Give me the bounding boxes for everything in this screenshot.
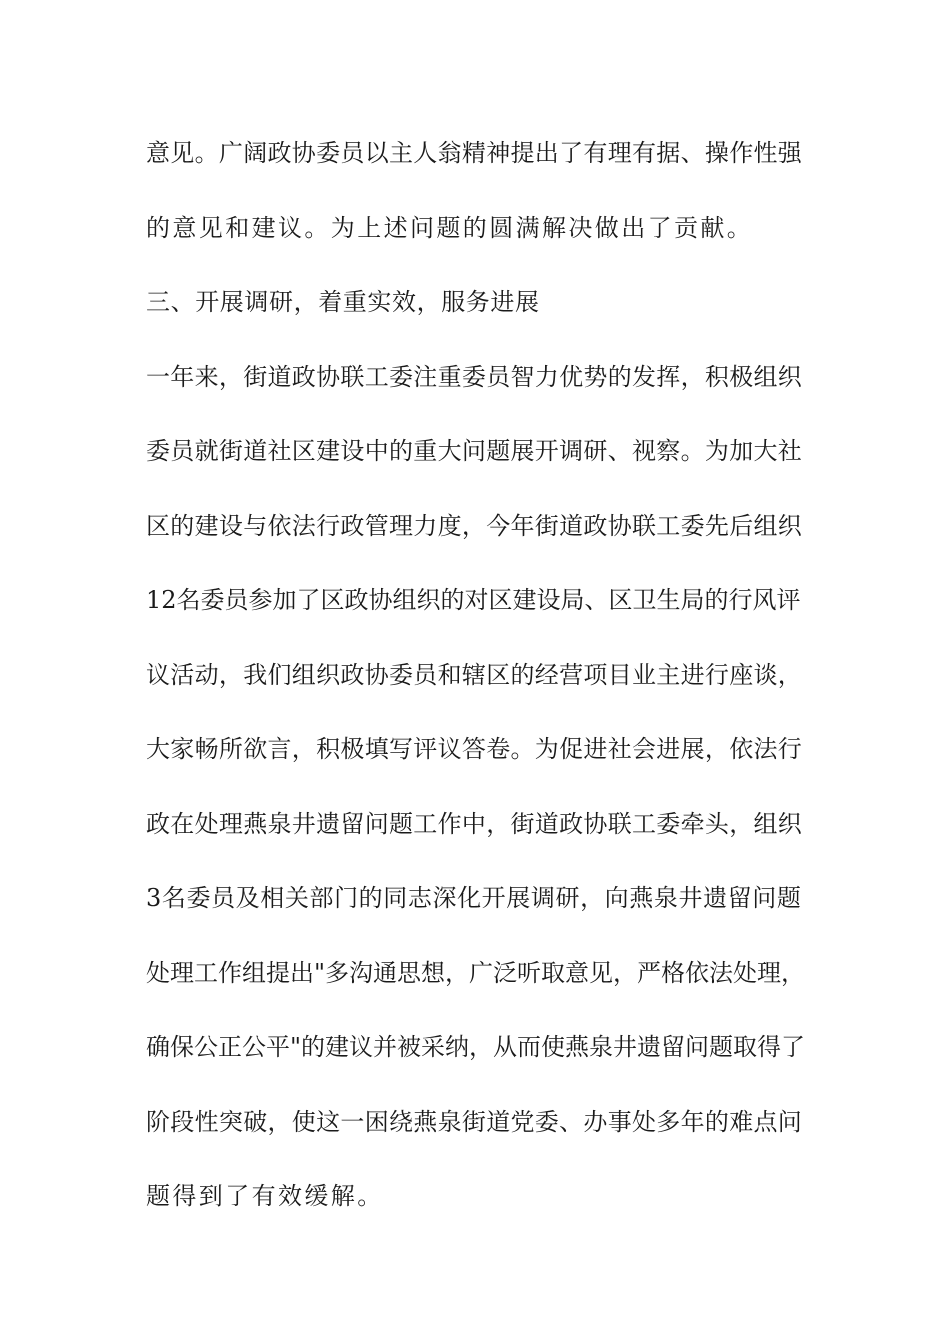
text-line: 一年来，街道政协联工委注重委员智力优势的发挥，积极组织 bbox=[146, 362, 803, 391]
text-line: 题得到了有效缓解。 bbox=[146, 1182, 384, 1210]
text-line: 区的建设与依法行政管理力度，今年街道政协联工委先后组织 bbox=[146, 511, 803, 540]
text-line: 政在处理燕泉井遗留问题工作中，街道政协联工委牵头，组织 bbox=[146, 809, 803, 838]
text-line: 3名委员及相关部门的同志深化开展调研，向燕泉井遗留问题 bbox=[146, 884, 802, 912]
text-line: 处理工作组提出"多沟通思想，广泛听取意见，严格依法处理， bbox=[146, 958, 806, 987]
text-line: 确保公正公平"的建议并被采纳，从而使燕泉井遗留问题取得了 bbox=[146, 1033, 806, 1061]
text-line: 议活动，我们组织政协委员和辖区的经营项目业主进行座谈， bbox=[146, 660, 803, 689]
text-line: 大家畅所欲言，积极填写评议答卷。为促进社会进展，依法行 bbox=[146, 735, 803, 763]
text-line: 委员就街道社区建设中的重大问题展开调研、视察。为加大社 bbox=[146, 437, 803, 465]
body-text bbox=[146, 131, 806, 1249]
text-line: 阶段性突破，使这一困绕燕泉街道党委、办事处多年的难点问 bbox=[146, 1107, 803, 1136]
text-line: 的意见和建议。为上述问题的圆满解决做出了贡献。 bbox=[146, 213, 754, 242]
text-line: 意见。广阔政协委员以主人翁精神提出了有理有据、操作性强 bbox=[146, 139, 803, 167]
section-heading: 三、开展调研，着重实效，服务进展 bbox=[146, 288, 540, 316]
text-line: 12名委员参加了区政协组织的对区建设局、区卫生局的行风评 bbox=[146, 586, 801, 614]
